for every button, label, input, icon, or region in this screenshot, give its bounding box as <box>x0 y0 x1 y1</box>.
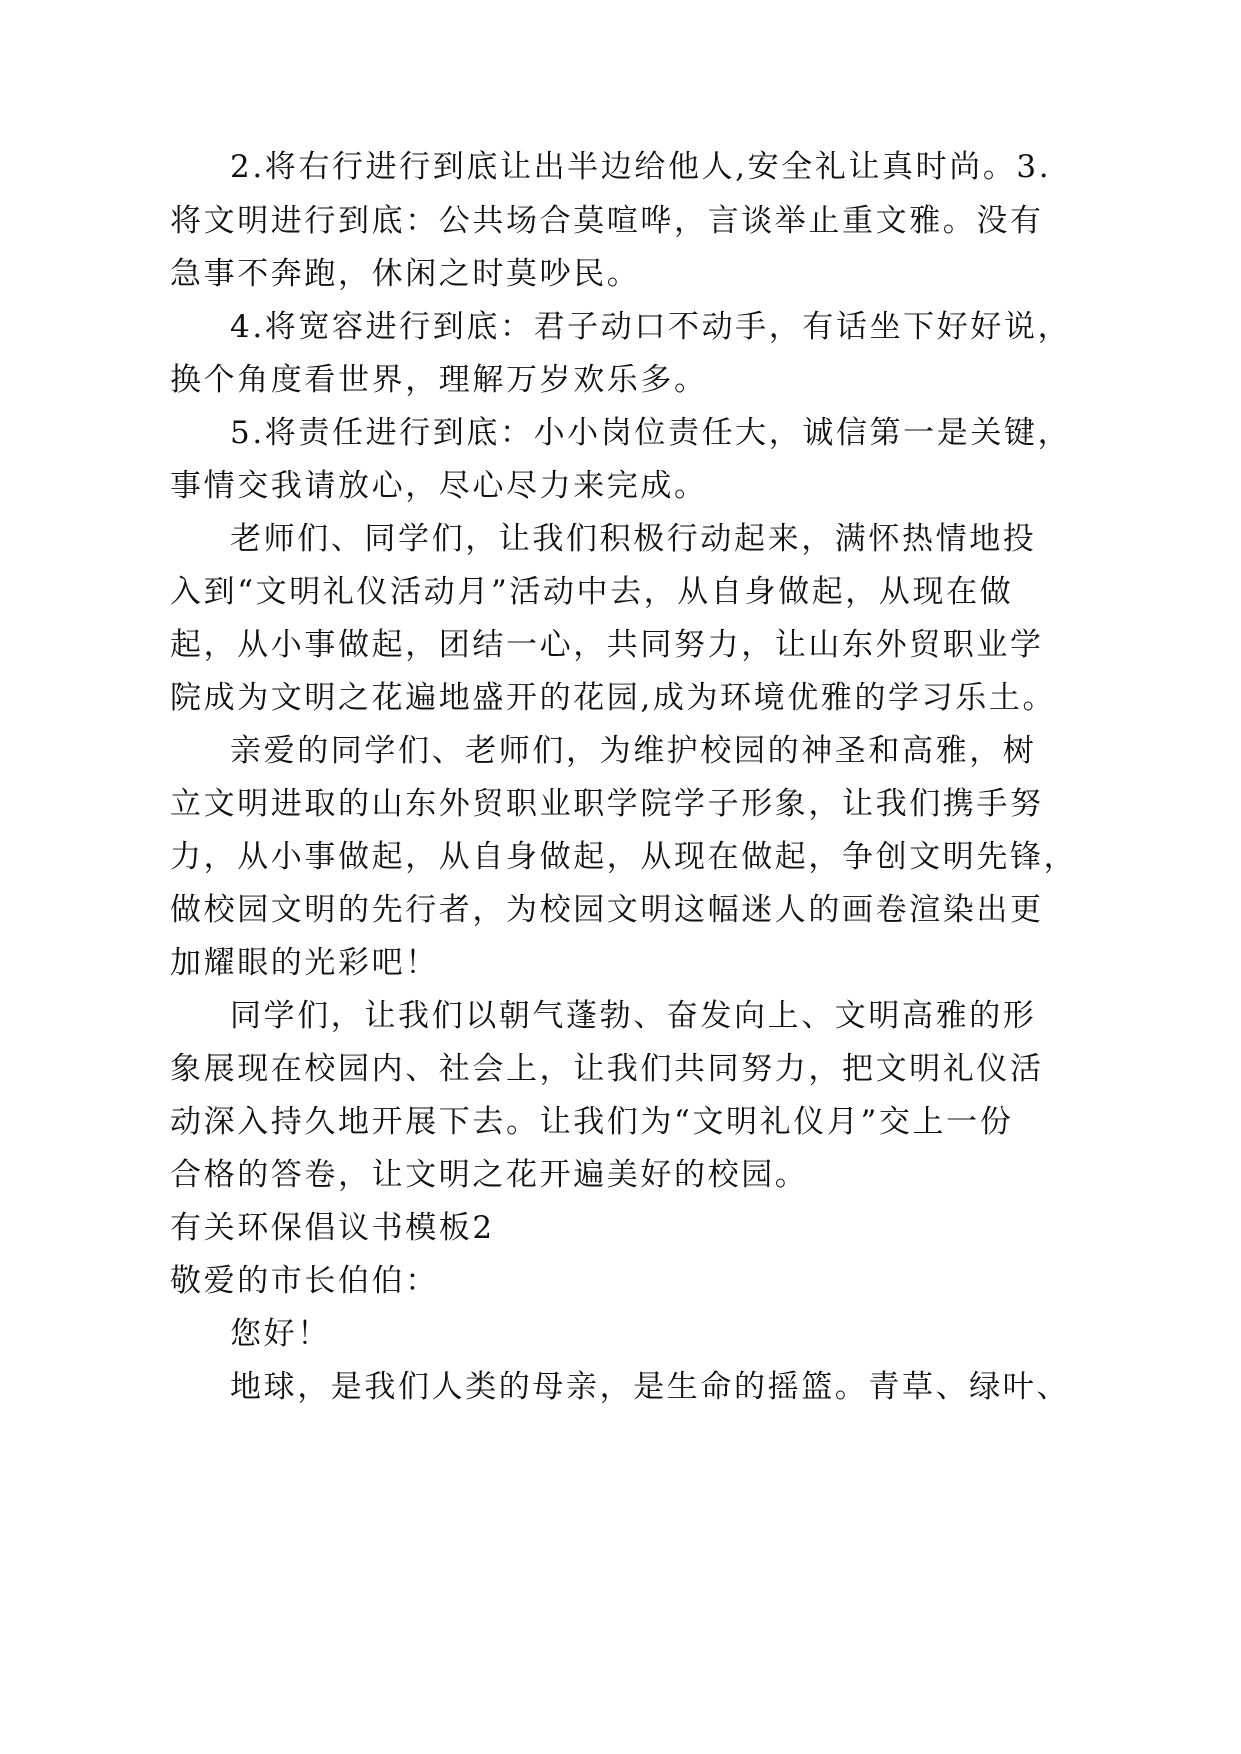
text-line: 老师们、同学们，让我们积极行动起来，满怀热情地投 <box>230 521 1037 557</box>
text-line: 起，从小事做起，团结一心，共同努力，让山东外贸职业学 <box>170 627 1044 663</box>
text-line: 加耀眼的光彩吧！ <box>170 945 439 981</box>
text-line: 换个角度看世界，理解万岁欢乐多。 <box>170 362 708 398</box>
text-line: 将文明进行到底：公共场合莫喧哗，言谈举止重文雅。没有 <box>170 203 1044 239</box>
text-line: 敬爱的市长伯伯： <box>170 1263 439 1299</box>
text-line: 您好！ <box>230 1316 331 1352</box>
text-line: 地球，是我们人类的母亲，是生命的摇篮。青草、绿叶、 <box>230 1369 1070 1405</box>
text-line: 4.将宽容进行到底：君子动口不动手，有话坐下好好说， <box>230 309 1072 345</box>
text-line: 同学们，让我们以朝气蓬勃、奋发向上、文明高雅的形 <box>230 998 1037 1034</box>
text-line: 事情交我请放心，尽心尽力来完成。 <box>170 468 708 504</box>
text-line: 象展现在校园内、社会上，让我们共同努力，把文明礼仪活 <box>170 1051 1044 1087</box>
heading-line: 有关环保倡议书模板2 <box>170 1210 495 1246</box>
text-line: 院成为文明之花遍地盛开的花园,成为环境优雅的学习乐土。 <box>170 680 1057 716</box>
text-line: 急事不奔跑，休闲之时莫吵民。 <box>170 256 641 292</box>
text-line: 入到“文明礼仪活动月”活动中去，从自身做起，从现在做 <box>170 574 1014 610</box>
text-line: 亲爱的同学们、老师们，为维护校园的神圣和高雅，树 <box>230 733 1037 769</box>
text-line: 5.将责任进行到底：小小岗位责任大，诚信第一是关键， <box>230 415 1072 451</box>
text-line: 动深入持久地开展下去。让我们为“文明礼仪月”交上一份 <box>170 1104 1014 1140</box>
text-line: 做校园文明的先行者，为校园文明这幅迷人的画卷渲染出更 <box>170 892 1044 928</box>
text-line: 2.将右行进行到底让出半边给他人,安全礼让真时尚。3. <box>230 149 1052 185</box>
text-line: 立文明进取的山东外贸职业职学院学子形象，让我们携手努 <box>170 786 1044 822</box>
text-line: 合格的答卷，让文明之花开遍美好的校园。 <box>170 1157 809 1193</box>
text-line: 力，从小事做起，从自身做起，从现在做起，争创文明先锋， <box>170 839 1078 875</box>
